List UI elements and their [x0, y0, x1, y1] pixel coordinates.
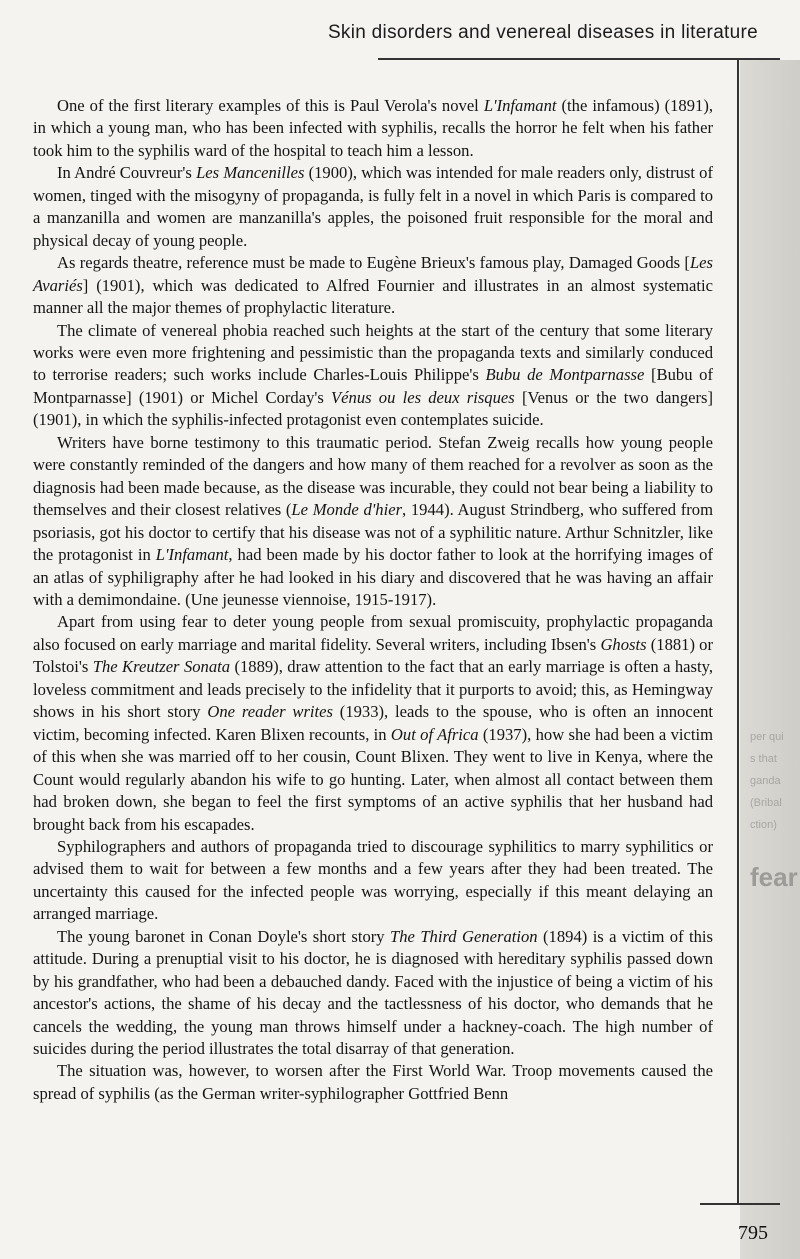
text-run: ] (1901), which was dedicated to Alfred Fournier and illustrates in an almost systematic manner all the major themes of prophylactic literature.: [33, 275, 713, 318]
text-run: [Bubu of Montparnasse] (1901) or Michel Corday's: [33, 365, 713, 407]
italic-title: L'Infamant: [155, 545, 229, 565]
paragraph: [33, 320, 713, 432]
italic-title: Ghosts: [600, 634, 647, 654]
italic-title: The Third Generation: [390, 926, 538, 946]
paragraph: [33, 836, 713, 926]
italic-title: Bubu de Montparnasse: [485, 365, 645, 385]
bleed-text: per qui: [750, 731, 784, 743]
bleed-heading: fear: [750, 862, 798, 892]
running-header: Skin disorders and venereal diseases in literature: [327, 22, 758, 43]
adjacent-page-bleed: [740, 60, 800, 1259]
page-number: 795: [738, 1222, 768, 1244]
text-run: The situation was, however, to worsen after the First World War. Troop movements caused the spread of syphilis (as the German writer-syphilographer Gottfried Benn: [33, 1061, 713, 1103]
text-run: The young baronet in Conan Doyle's short story: [57, 926, 391, 946]
text-run: Syphilographers and authors of propaganda tried to discourage syphilitics to marry syphilitics or advised them to wait for between a few months and a few years after they had been treated. The uncertainty this caused for the infected people was worrying, especially if this meant delaying an arranged marriage.: [33, 836, 713, 924]
text-run: , 1944). August Strindberg, who suffered from psoriasis, got his doctor to certify that his disease was not of a syphilitic nature. Arthur Schnitzler, like the protagonist in: [33, 500, 713, 565]
italic-title: Les Mancenilles: [196, 163, 305, 183]
margin-rule: [737, 58, 739, 1203]
text-run: (1900), which was intended for male readers only, distrust of women, tinged with the misogyny of propaganda, is fully felt in a novel in which Paris is compared to a manzanilla and women are manzanilla's apples, the poisoned fruit responsible for the moral and physical decay of young people.: [33, 163, 713, 250]
text-run: Apart from using fear to deter young people from sexual promiscuity, prophylactic propaganda also focused on early marriage and marital fidelity. Several writers, including Ibsen's: [33, 612, 713, 654]
paragraph: [33, 611, 713, 836]
text-run: (1894) is a victim of this attitude. During a prenuptial visit to his doctor, he is diagnosed with hereditary syphilis passed down by his grandfather, who had been a debauched dandy. Faced with the injustice of being a victim of his ancestor's actions, the shame of his decay and the tactlessness of his doctor, who demands that he cancels the wedding, the young man throws himself under a hackney-coach. The high number of suicides during the period illustrates the total disarray of that generation.: [33, 926, 713, 1059]
text-run: (1937), how she had been a victim of this when she was married off to her cousin, Count Blixen. They went to live in Kenya, where the Count would regularly abandon his wife to go hunting. Later, when almost all contact between them had broken down, she began to feel the first symptoms of an active syphilis that her husband had brought back from his escapades.: [33, 724, 713, 834]
text-run: In André Couvreur's: [57, 163, 197, 183]
italic-title: Les Avariés: [33, 253, 713, 295]
footer-rule: [700, 1203, 780, 1205]
text-run: The climate of venereal phobia reached such heights at the start of the century that some literary works were even more frightening and pessimistic than the propaganda texts and similarly conduced to terrorise readers; such works include Charles-Louis Philippe's: [33, 320, 713, 385]
italic-title: One reader writes: [207, 702, 333, 722]
header-rule: [378, 58, 780, 60]
paragraph: [33, 252, 713, 319]
paragraph: [33, 926, 713, 1061]
text-run: (1889), draw attention to the fact that an early marriage is often a hasty, loveless commitment and leads precisely to the infidelity that it purports to avoid; this, as Hemingway shows in his short story: [33, 657, 713, 722]
paragraph: [33, 432, 713, 612]
text-run: , had been made by his doctor father to look at the horrifying images of an atlas of syphiligraphy after he had looked in his diary and discovered that he was having an affair with a demimondaine. (Une jeunesse viennoise, 1915-1917).: [33, 545, 713, 609]
italic-title: The Kreutzer Sonata: [92, 657, 231, 677]
bleed-text: (Bribal: [750, 797, 782, 809]
italic-title: L'Infamant: [483, 96, 557, 115]
italic-title: Le Monde d'hier: [291, 500, 403, 520]
text-run: Writers have borne testimony to this traumatic period. Stefan Zweig recalls how young people were constantly reminded of the dangers and how many of them reached for a revolver as soon as the diagnosis had been made because, as the disease was incurable, they could not bear being a liability to themselves and their closest relatives (: [33, 432, 713, 520]
bleed-text: ganda: [750, 775, 781, 787]
bleed-text: s that: [750, 753, 777, 765]
body-text: [33, 95, 713, 1105]
bleed-text: ction): [750, 819, 777, 831]
italic-title: Out of Africa: [390, 724, 479, 744]
text-run: One of the first literary examples of this is Paul Verola's novel: [57, 96, 484, 115]
text-run: (1933), leads to the spouse, who is often an innocent victim, becoming infected. Karen Blixen recounts, in: [33, 702, 713, 744]
paragraph: [33, 162, 713, 252]
paragraph: [33, 1060, 713, 1105]
text-run: As regards theatre, reference must be made to Eugène Brieux's famous play, Damaged Goods [: [57, 253, 690, 273]
text-run: [Venus or the two dangers] (1901), in which the syphilis-infected protagonist even contemplates suicide.: [33, 387, 713, 430]
paragraph: [33, 95, 713, 162]
italic-title: Vénus ou les deux risques: [331, 387, 515, 407]
text-run: (1881) or Tolstoi's: [33, 634, 714, 677]
text-run: (the infamous) (1891), in which a young man, who has been infected with syphilis, recalls the horror he felt when his father took him to the syphilis ward of the hospital to teach him a lesson.: [33, 96, 714, 160]
